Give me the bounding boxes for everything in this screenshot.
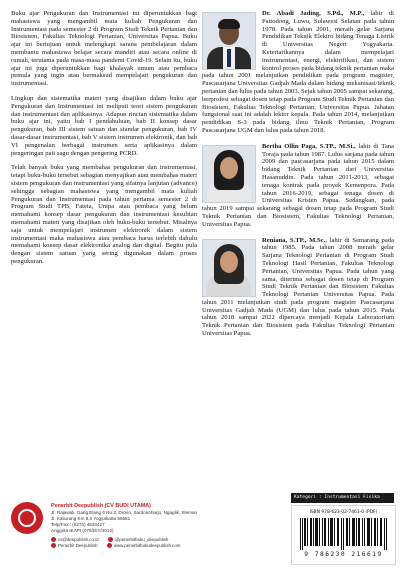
publisher-address-1: Jl. Rajawali, Gang Elang 6 No.3, Drono, Sardonoharjo, Ngaglik, Sleman xyxy=(51,510,198,515)
social-website[interactable]: www.penerbitbukudeepublish.com xyxy=(107,543,181,549)
author-name-2: Bertha Ollin Paga, S.TP., M.Si., xyxy=(262,142,356,150)
instagram-icon xyxy=(108,537,113,542)
author-name-1: Dr. Abadi Jading, S.Pd., M.P., xyxy=(262,10,365,17)
author-photo-1 xyxy=(202,12,256,70)
globe-icon xyxy=(107,543,112,548)
barcode-icon xyxy=(300,518,387,550)
synopsis-paragraph-2: Lingkup dan sistematika materi yang disajikan dalam buku ajar Pengukuran dan Instrumentasi ini meliputi teori sistem pengukuran dan instrumentasi dan aplikasinya. Adapun rincian sistematika dalam buku ajar ini, yaitu bab I pendahuluan, bab II konsep dasar pengukuran, bab III sistem satuan dan standar pengukuran, bab IV dasar-dasar instrumentasi, bab V sistem instrumen elektronik, dan bab VI pengenalan berbagai instrumen serta aplikasinya dalam pengeringan pati sagu dengan pengering PCRD. xyxy=(11,94,197,157)
author-profile-3 xyxy=(202,237,394,338)
publisher-info xyxy=(51,503,291,534)
isbn-label: ISBN 978-623-02-7461-0 (PDF) xyxy=(309,510,378,515)
facebook-icon xyxy=(51,543,56,548)
author-bio-text-1: lahir di Pattodong, Luwu, Sulawesi Selatan pada tahun 1978. Pada tahun 2001, meraih gelar Sarjana Pendidikan Teknik Elektro bidang Tenaga Listrik di Universitas Negeri Yogyakarta. Ketertarikannya dalam mempelajari instrumentasi, energi, elektrifikasi, dan sistem kontrol proses pada bidang teknik pertanian maka pada tahun 2001 melanjutkan pendidikan pada program magister, Pascasarjana Universitas Gadjah Mada dalam bidang mekanisasi/teknik pertanian dan lulus pada tahun 2003. Sejak tahun 2005 sampai sekarang, berprofesi sebagai dosen tetap pada Program Studi Teknik Pertanian dan Biosistem, Fakultas Teknologi Pertanian, Universitas Papua. Jabatan fungsional saat ini adalah lektor kepala. Pada tahun 2014, melanjutkan pendidikan S-3 pada bidang ilmu Teknik Pertanian, Program Pascasarjana UGM dan lulus pada tahun 2018. xyxy=(202,10,394,134)
isbn-digits: 9 786230 216619 xyxy=(304,551,383,558)
social-email[interactable]: cs@deepublish.co.id xyxy=(51,537,99,543)
author-profile-2 xyxy=(202,143,394,229)
author-photo-3 xyxy=(202,239,256,297)
publisher-phone: Telp/Fax : (0274) 4533427 xyxy=(51,522,105,527)
social-facebook[interactable]: Penerbit Deepublish xyxy=(51,543,98,549)
publisher-name: Penerbit Deepublish (CV BUDI UTAMA) xyxy=(51,503,151,509)
synopsis-paragraph-1: Buku ajar Pengukuran dan Instrumentasi ini diperuntukkan bagi mahasiswa yang mengambil mata kuliah Pengukuran dan Instrumentasi pada semester 2 di Program Studi Teknik Pertanian dan Biosistem, Fakultas Teknologi Pertanian, Universitas Papua. Buku ajar ini bertujuan untuk melengkapi sarana pembelajaran dalam membantu mahasiswa belajar secara mandiri atau secara online di rumah, terutama pada masa-masa pandemi Covid-19. Selain itu, buku ajar ini juga diperuntukkan bagi khalayak umum atau pembaca pemula yang ingin atau bermaksud mempelajari pengukuran dan instrumentasi. xyxy=(11,10,197,88)
email-icon xyxy=(51,537,56,542)
author-profile-1 xyxy=(202,10,394,135)
synopsis-paragraph-3: Telah banyak buku yang membahas pengukuran dan instrumentasi, tetapi buku-buku tersebut sebagian menyajikan atau membahas materi sistem pengukuran dan instrumentasi yang sifatnya lanjutan (advance) sehingga sebagian mahasiswa yang mengambil mata kuliah Pengukuran dan Instrumentasi pada tahun pertama semester 2 di Program Studi TPB, Fateta, Unipa atau pembaca yang belum memahami konsep dasar pengukuran dan instrumentasi kesulitan memahami materi yang disajikan oleh buku-buku tersebut. Misalnya saja untuk mempelajari instrumen elektronik dalam sistem instrumentasi maka mahasiswa atau pembaca harus terlebih dahulu memahami konsep dasar elektronika analog dan digital. Begitu pula dengan sistem satuan yang sering digunakan dalam proses pengukuran. xyxy=(11,164,197,265)
publisher-address-2: Jl. Kaliurang Km 9,3 Yogyakarta 55581 xyxy=(51,516,131,521)
social-instagram[interactable]: @penerbitbuku_deepublish xyxy=(108,537,169,543)
author-photo-2 xyxy=(202,145,256,203)
author-bio-text-3: lahir di Semarang pada tahun 1985. Pada tahun 2008 meraih gelar Sarjana Teknologi Pertanian di Program Studi Teknologi Hasil Pertanian, Fakultas Teknologi Pertanian, Universitas Papua. Pada tahun yang sama, diterima sebagai dosen tetap di Program Studi Teknik Pertanian dan Biosistem Fakultas Teknologi Pertanian Universitas Papua. Pada tahun 2011 melanjutkan studi pada program magister Pascasarjana Universitas Gadjah Mada (UGM) dan lulus pada tahun 2015. Pada tahun 2018 sampai 2022 dipercaya menjadi Kepala Laboratorium Teknik Pertanian dan Biosistem pada Fakultas Teknologi Pertanian Universitas Papua. xyxy=(202,236,394,338)
authors-column xyxy=(202,10,394,346)
author-name-3: Reniana, S.TP., M.Sc., xyxy=(262,236,327,244)
deepublish-logo-icon xyxy=(11,502,43,534)
publisher-ikapi: Anggota IKAPI (076/DIY/2012) xyxy=(51,528,114,533)
synopsis-column xyxy=(11,10,197,273)
category-bar: Kategori : Instrumentasi Fisika xyxy=(291,493,394,503)
publisher-socials xyxy=(51,537,301,549)
isbn-barcode-box xyxy=(291,505,396,565)
author-bio-text-2: lahir di Tana Toraja pada tahun 1987. Lulus sarjana pada tahun 2009 dan pascasarjana pada tahun 2015 dalam bidang Teknik Pertanian dari Universitas Hasanuddin. Pada tahun 2011-2013, sebagai tenaga kontrak pada proyek Kemenpora. Pada tahun 2016-2019, sebagai tenaga dosen di Universitas Kristen Papua. Sedangkan, pada tahun 2019 sampai sekarang sebagai dosen tetap pada Program Studi Teknik Pertanian dan Biosistem, Fakultas Teknologi Pertanian, Universitas Papua. xyxy=(202,142,394,228)
